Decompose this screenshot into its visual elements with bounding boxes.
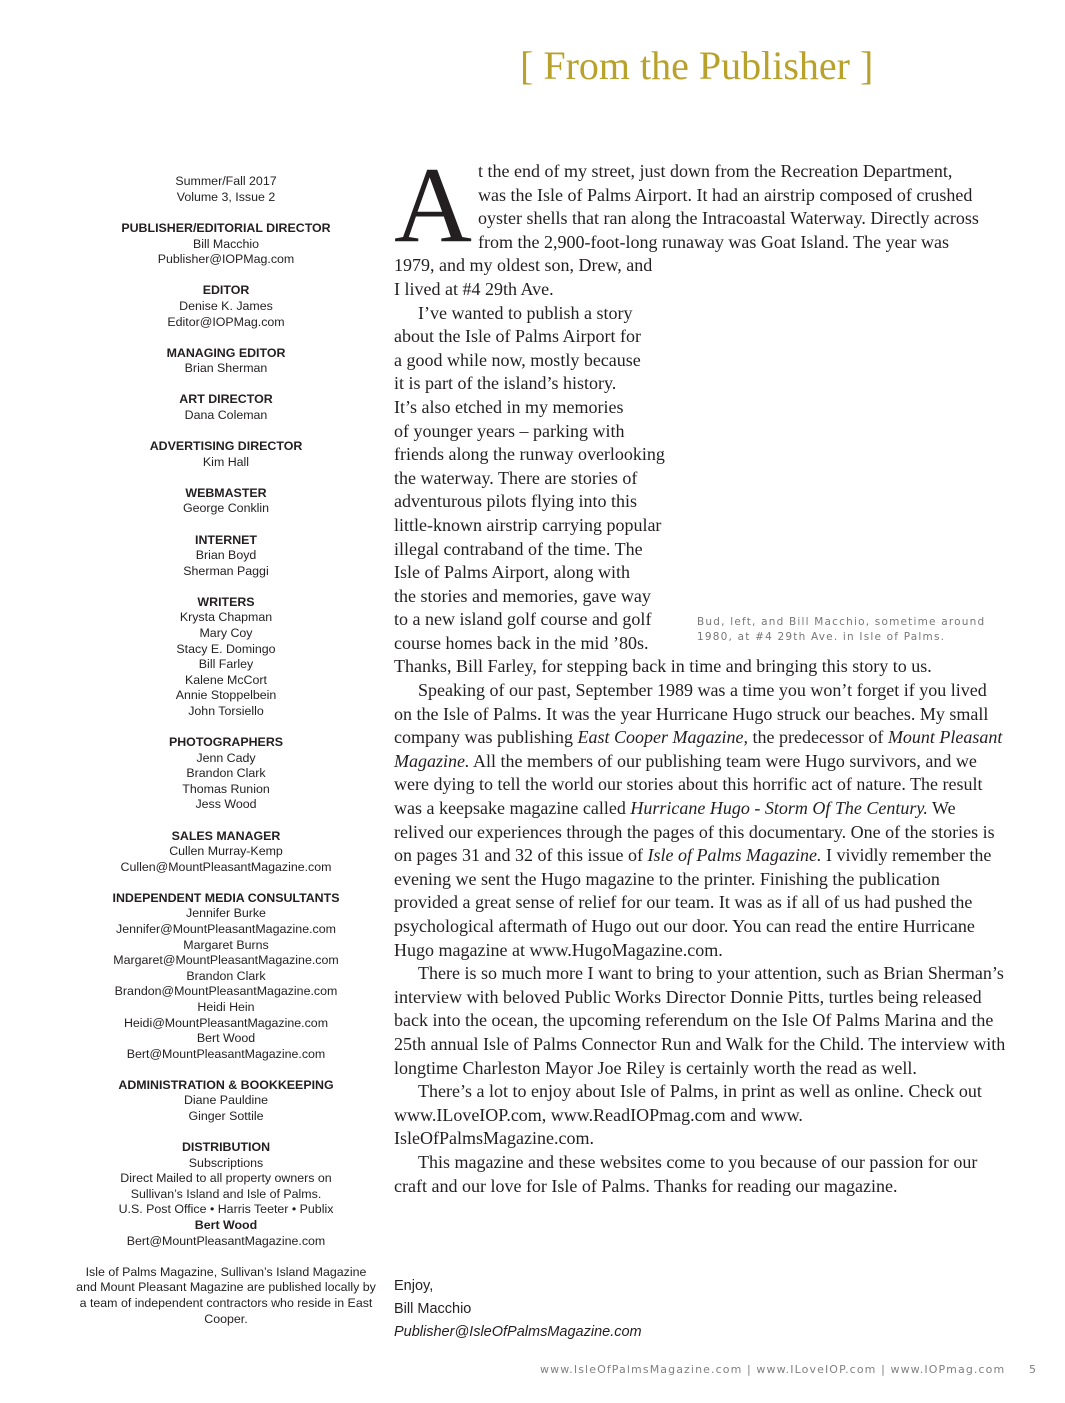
text-line: 1979, and my oldest son, Drew, and — [394, 255, 653, 276]
text-line: about the Isle of Palms Airport for — [394, 326, 641, 347]
masthead-line: Bert Wood — [196, 1031, 256, 1046]
masthead-section — [76, 829, 376, 876]
masthead-line: Bill Macchio — [192, 236, 260, 251]
distribution-line: Direct Mailed to all property owners on — [120, 1171, 332, 1186]
masthead-section — [76, 283, 376, 330]
masthead-heading: ADVERTISING DIRECTOR — [149, 439, 303, 454]
masthead-heading: INTERNET — [195, 532, 257, 547]
masthead-heading: ADMINISTRATION & BOOKKEEPING — [118, 1077, 334, 1092]
masthead-section — [76, 392, 376, 423]
text-line: the waterway. There are stories of — [394, 467, 638, 488]
masthead-line: Thomas Runion — [182, 781, 270, 796]
masthead-section — [76, 891, 376, 1063]
masthead-section — [76, 439, 376, 470]
text-run: All the members of our publishing team were Hugo survivors, and we were dying to tell the world our stories about this horrific act of nature. The result was a keepsake magazine called — [394, 750, 983, 819]
masthead-line: Margaret@MountPleasantMagazine.com — [113, 953, 339, 968]
masthead-heading: ART DIRECTOR — [179, 392, 273, 407]
text-line: t the end of my street, just down from the Recreation Department, — [478, 161, 953, 181]
text-line: the stories and memories, gave way — [394, 585, 651, 606]
publisher-letter — [394, 146, 1006, 1198]
masthead-line: Jennifer Burke — [186, 906, 266, 921]
letter-opening — [394, 146, 1006, 265]
text-line: course homes back in the mid ’80s. — [394, 632, 649, 653]
thanks-line: Thanks, Bill Farley, for stepping back in time and bringing this story to us. — [394, 656, 932, 677]
signoff — [394, 1275, 642, 1344]
text-line: to a new island golf course and golf — [394, 609, 652, 630]
masthead-distribution — [76, 1140, 376, 1249]
masthead-heading: PHOTOGRAPHERS — [168, 735, 284, 750]
signoff-email: Publisher@IsleOfPalmsMagazine.com — [394, 1324, 642, 1340]
masthead-heading: EDITOR — [202, 283, 250, 298]
text-line: a good while now, mostly because — [394, 349, 641, 370]
masthead-line: Jennifer@MountPleasantMagazine.com — [116, 921, 336, 936]
masthead-heading: WEBMASTER — [185, 485, 267, 500]
issue-info — [76, 174, 376, 205]
distribution-contact-email: Bert@MountPleasantMagazine.com — [126, 1233, 326, 1248]
masthead-line: Kalene McCort — [185, 672, 267, 687]
airport-paragraph — [394, 302, 684, 656]
magazine-title: Isle of Palms Magazine. — [647, 845, 822, 866]
masthead-heading: MANAGING EDITOR — [166, 345, 286, 360]
masthead-section — [76, 221, 376, 268]
masthead-line: Dana Coleman — [184, 408, 268, 423]
masthead-section — [76, 595, 376, 720]
masthead-line: Brandon Clark — [186, 766, 266, 781]
masthead-line: Denise K. James — [179, 299, 273, 314]
masthead-line: Heidi@MountPleasantMagazine.com — [123, 1015, 329, 1030]
masthead-section — [76, 1078, 376, 1125]
masthead-line: Brian Sherman — [184, 361, 268, 376]
issue-season: Summer/Fall 2017 — [175, 174, 277, 188]
masthead-line: George Conklin — [182, 501, 270, 516]
footer-websites: www.IsleOfPalmsMagazine.com | www.ILoveIOP.com | www.IOPmag.com — [540, 1363, 1006, 1376]
opening-paragraph — [394, 146, 1006, 265]
masthead-line: Editor@IOPMag.com — [167, 314, 285, 329]
masthead-line: Diane Pauldine — [183, 1093, 269, 1108]
hugo-paragraph — [394, 679, 1006, 962]
masthead-section — [76, 486, 376, 517]
masthead-section — [76, 346, 376, 377]
distribution-line: Subscriptions — [188, 1155, 264, 1170]
page-title: [ From the Publisher ] — [520, 43, 874, 88]
distribution-contact-name: Bert Wood — [194, 1218, 258, 1233]
text-run: We relived our experiences through the pages of this documentary. One of the stories is on pages 31 and 32 of this issue of — [394, 798, 995, 866]
text-line: friends along the runway overlooking — [394, 444, 665, 465]
masthead-line: Kim Hall — [202, 454, 250, 469]
photo-caption: Bud, left, and Bill Macchio, sometime around 1980, at #4 29th Ave. in Isle of Palms. — [697, 616, 986, 643]
masthead-line: Mary Coy — [199, 625, 253, 640]
masthead-heading: INDEPENDENT MEDIA CONSULTANTS — [112, 890, 340, 905]
signoff-name: Bill Macchio — [394, 1301, 472, 1317]
masthead-line: Brandon@MountPleasantMagazine.com — [114, 984, 338, 999]
opening-paragraph-tail — [394, 254, 684, 301]
masthead-line: Krysta Chapman — [179, 610, 273, 625]
masthead-heading: WRITERS — [197, 594, 255, 609]
text-run: I vividly remember the evening we sent the Hugo magazine to the printer. Finishing the publication provided a great sense of relief for our team. It was as if all of us had pushed the psychological aftermath of Hugo out our door. You can read the entire Hurricane Hugo magazine at www.HugoMagazine.com. — [394, 845, 992, 960]
masthead-line: Bert@MountPleasantMagazine.com — [126, 1046, 326, 1061]
text-run: the predecessor of — [747, 727, 888, 748]
masthead-line: Brandon Clark — [186, 968, 266, 983]
page-number: 5 — [1029, 1363, 1036, 1376]
signoff-closing: Enjoy, — [394, 1278, 434, 1294]
masthead-staff-list — [76, 221, 376, 1124]
text-line: was the Isle of Palms Airport. It had an airstrip composed of crushed — [478, 184, 973, 205]
masthead-line: Heidi Hein — [197, 999, 255, 1014]
text-line: I’ve wanted to publish a story — [418, 302, 633, 323]
text-line: I lived at #4 29th Ave. — [394, 278, 554, 299]
distribution-line: Sullivan’s Island and Isle of Palms. — [130, 1186, 322, 1201]
text-line: It’s also etched in my memories — [394, 396, 624, 417]
drop-cap: A — [394, 146, 472, 265]
masthead-line: Margaret Burns — [183, 937, 269, 952]
magazine-title: Mount Pleasant Magazine. — [394, 727, 1003, 771]
masthead-sidebar — [76, 174, 376, 1327]
masthead-line: Sherman Paggi — [183, 563, 269, 578]
masthead-line: Annie Stoppelbein — [175, 688, 277, 703]
masthead-line: Cullen Murray-Kemp — [169, 844, 283, 859]
text-line: oyster shells that ran along the Intracoastal Waterway. Directly across — [478, 208, 979, 229]
masthead-heading: PUBLISHER/EDITORIAL DIRECTOR — [121, 221, 331, 236]
highlights-paragraph: There is so much more I want to bring to your attention, such as Brian Sherman’s interview with beloved Public Works Director Donnie Pitts, turtles being released back into the ocean, the upcoming referendum on the Isle Of Palms Marina and the 25th annual Isle of Palms Connector Run and Walk for the Child. The interview with longtime Charleston Mayor Joe Riley is certainly worth the read as well. — [394, 963, 1006, 1078]
issue-volume: Volume 3, Issue 2 — [176, 189, 276, 204]
masthead-heading: SALES MANAGER — [171, 828, 281, 843]
text-line: Isle of Palms Airport, along with — [394, 562, 630, 583]
distribution-heading: DISTRIBUTION — [181, 1140, 271, 1155]
text-line: illegal contraband of the time. The — [394, 538, 643, 559]
websites-paragraph: There’s a lot to enjoy about Isle of Palms, in print as well as online. Check out www.ILoveIOP.com, www.ReadIOPmag.com and www. IsleOfPalmsMagazine.com. — [394, 1081, 982, 1149]
masthead-line: John Torsiello — [188, 703, 264, 718]
masthead-section — [76, 735, 376, 813]
text-run: Speaking of our past, September 1989 was a time you won’t forget if you lived on the Isle of Palms. It was the year Hurricane Hugo struck our beaches. My small company was publishing — [394, 680, 989, 748]
masthead-disclaimer: Isle of Palms Magazine, Sullivan’s Island Magazine and Mount Pleasant Magazine are published locally by a team of independent contractors who reside in East Cooper. — [76, 1264, 376, 1326]
masthead-line: Stacy E. Domingo — [176, 641, 276, 656]
masthead-line: Jess Wood — [195, 797, 257, 812]
text-line: it is part of the island’s history. — [394, 373, 617, 394]
text-line: adventurous pilots flying into this — [394, 491, 637, 512]
text-line: little-known airstrip carrying popular — [394, 514, 662, 535]
masthead-line: Brian Boyd — [195, 548, 257, 563]
text-line: of younger years – parking with — [394, 420, 625, 441]
masthead-line: Bill Farley — [198, 657, 254, 672]
magazine-title: East Cooper Magazine, — [577, 727, 748, 748]
text-line: from the 2,900-foot-long runaway was Goat Island. The year was — [478, 231, 950, 252]
distribution-line: U.S. Post Office • Harris Teeter • Publix — [118, 1202, 334, 1217]
masthead-line: Jenn Cady — [196, 750, 256, 765]
masthead-section — [76, 533, 376, 580]
magazine-title: Hurricane Hugo - Storm Of The Century. — [630, 798, 928, 819]
masthead-line: Cullen@MountPleasantMagazine.com — [120, 859, 332, 874]
closing-paragraph: This magazine and these websites come to you because of our passion for our craft and our love for Isle of Palms. Thanks for reading our magazine. — [394, 1151, 978, 1196]
masthead-line: Ginger Sottile — [188, 1109, 264, 1123]
masthead-line: Publisher@IOPMag.com — [157, 252, 295, 267]
